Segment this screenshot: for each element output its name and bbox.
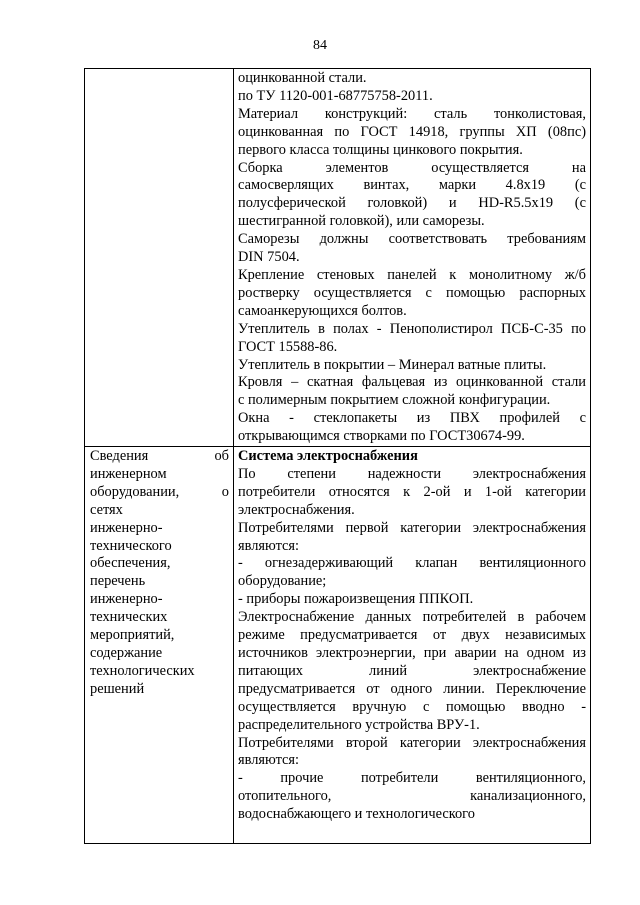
label-line: технических (90, 609, 168, 626)
row1-label-cell (85, 69, 234, 447)
text-line: оборудование; (238, 573, 327, 590)
label-line: сетях (90, 501, 123, 518)
label-line: инженерно- (90, 591, 163, 608)
text-line: Саморезы должны соответствовать требованиям (238, 231, 586, 248)
text-line: ростверку осуществляется с помощью распорных (238, 284, 586, 301)
text-line: шестигранной головкой), или саморезы. (238, 213, 485, 230)
label-line: инженерно- (90, 519, 163, 536)
label-line: обеспечения, (90, 555, 171, 572)
text-line: являются: (238, 537, 300, 554)
label-line: технического (90, 537, 172, 554)
label-word: оборудовании, (90, 483, 180, 500)
text-line: Электроснабжение данных потребителей в рабочем (238, 609, 586, 626)
text-line: первого класса толщины цинкового покрытия. (238, 141, 523, 158)
row2-label-cell (85, 447, 234, 844)
label-line: содержание (90, 645, 163, 661)
text-line: Потребителями второй категории электроснабжения (238, 734, 586, 751)
text-line: - прочие потребители вентиляционного, (238, 770, 586, 787)
text-line: DIN 7504. (238, 249, 300, 266)
text-line: предусматривается от одного линии. Переключение (238, 680, 586, 697)
section-heading: Система электроснабжения (238, 448, 418, 465)
label-line: перечень (90, 573, 146, 590)
text-line: по ТУ 1120-001-68775758-2011. (238, 87, 433, 104)
text-line: Сборка элементов осуществляется на (238, 159, 586, 176)
text-line: режиме предусматривается от двух независимых (238, 627, 586, 644)
text-line: ГОСТ 15588-86. (238, 338, 338, 355)
text-line: самосверлящих винтах, марки 4.8x19 (с (238, 177, 586, 194)
text-line: самоанкерующихся болтов. (238, 302, 407, 319)
text-line: Утеплитель в полах - Пенополистирол ПСБ-С-35 по (238, 320, 586, 337)
text-line: водоснабжающего и технологического (238, 806, 475, 823)
row2-content-cell (234, 447, 591, 844)
label-line: мероприятий, (90, 627, 175, 644)
text-line: Кровля – скатная фальцевая из оцинкованной стали (238, 374, 586, 391)
table-row (85, 69, 591, 447)
text-line: осуществляется вручную с помощью вводно - (238, 698, 586, 715)
row1-label-text (85, 69, 233, 70)
text-line: электроснабжения. (238, 501, 355, 518)
text-line: распределительного устройства ВРУ-1. (238, 716, 480, 733)
table-row (85, 447, 591, 844)
engineering-equipment-label (85, 447, 233, 699)
construction-description (234, 69, 590, 446)
text-line: Утеплитель в покрытии – Минерал ватные плиты. (238, 356, 547, 373)
text-line: оцинкованная по ГОСТ 14918, группы ХП (08пс) (238, 123, 586, 140)
page-number: 84 (313, 38, 327, 53)
text-line: - огнезадерживающий клапан вентиляционного (238, 555, 586, 572)
label-word: Сведения (90, 448, 149, 465)
power-supply-section (234, 447, 590, 824)
label-line: технологических (90, 662, 195, 679)
text-line: являются: (238, 752, 300, 769)
text-line: открывающимся створками по ГОСТ30674-99. (238, 428, 525, 445)
text-line: с полимерным покрытием сложной конфигурации. (238, 392, 551, 409)
row1-content-cell (234, 69, 591, 447)
text-line: питающих линий электроснабжение (238, 662, 586, 679)
text-line: - приборы пожароизвещения ППКОП. (238, 591, 474, 608)
document-table (84, 68, 591, 844)
label-word: о (221, 483, 229, 500)
text-line: По степени надежности электроснабжения (238, 465, 586, 482)
text-line: Крепление стеновых панелей к монолитному ж/б (238, 266, 586, 283)
label-word: инженерном (90, 465, 167, 482)
text-line: источников электроэнергии, при аварии на одном из (238, 645, 586, 661)
label-word: об (214, 448, 229, 465)
text-line: потребители относятся к 2-ой и 1-ой категории (238, 483, 586, 500)
label-line: решений (90, 680, 145, 697)
text-line: оцинкованной стали. (238, 70, 367, 86)
text-line: полусферической головкой) и HD-R5.5x19 (с (238, 195, 586, 212)
text-line: Материал конструкций: сталь тонколистовая, (238, 105, 586, 122)
text-line: отопительного, канализационного, (238, 788, 586, 805)
text-line: Потребителями первой категории электроснабжения (238, 519, 586, 536)
text-line: Окна - стеклопакеты из ПВХ профилей с (238, 410, 586, 427)
